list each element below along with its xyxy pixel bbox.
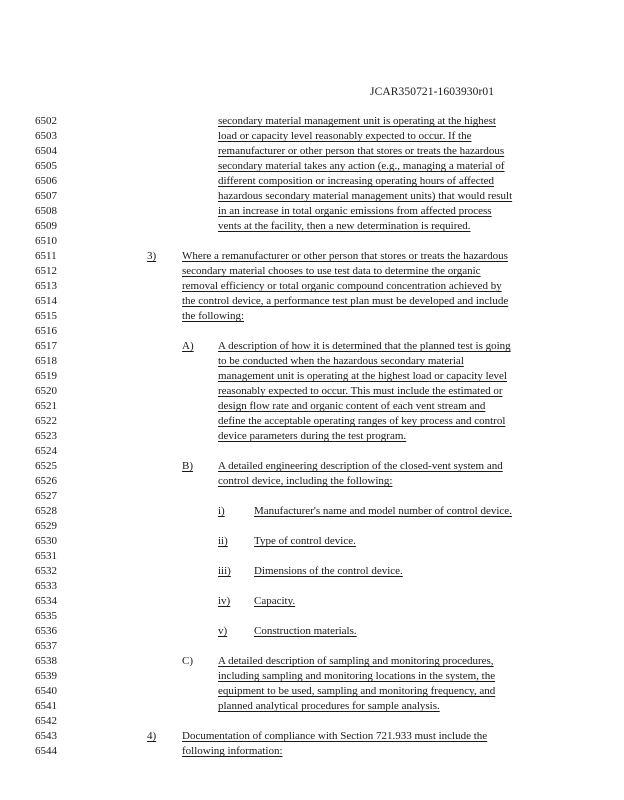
line-number: 6516 [35,325,57,337]
line-number: 6539 [35,670,57,682]
sub-item-text: Construction materials. [254,625,357,637]
line-number: 6517 [35,340,57,352]
text-line: remanufacturer or other person that stores or treats the hazardous [218,145,505,157]
text-line: design flow rate and organic content of each vent stream and [218,400,486,412]
line-number: 6542 [35,715,57,727]
text-line: to be conducted when the hazardous secondary material [218,355,464,367]
text-line: A detailed description of sampling and monitoring procedures, [218,655,494,667]
line-number: 6529 [35,520,57,532]
line-number: 6537 [35,640,57,652]
sub-item-text: Dimensions of the control device. [254,565,403,577]
line-number: 6514 [35,295,57,307]
sub-item-marker: v) [218,625,228,637]
sub-item-marker: iii) [218,565,231,577]
text-line: in an increase in total organic emissions from affected process [218,205,492,217]
line-number: 6504 [35,145,57,157]
line-number: 6531 [35,550,57,562]
text-line: A detailed engineering description of the closed-vent system and [218,460,503,472]
line-number: 6518 [35,355,57,367]
line-number: 6530 [35,535,57,547]
sub-item-marker: iv) [218,595,231,607]
line-number: 6519 [35,370,57,382]
line-number: 6540 [35,685,57,697]
line-number: 6507 [35,190,57,202]
line-number: 6532 [35,565,57,577]
line-number: 6534 [35,595,57,607]
line-number: 6538 [35,655,57,667]
item-marker: 4) [147,730,157,742]
sub-item-marker: i) [218,505,225,517]
text-line: equipment to be used, sampling and monitoring frequency, and [218,685,496,697]
text-line: control device, including the following: [218,475,393,487]
line-number: 6520 [35,385,57,397]
text-line: secondary material takes any action (e.g., managing a material of [218,160,505,172]
text-line: following information: [182,745,283,757]
text-line: Documentation of compliance with Section 721.933 must include the [182,730,488,742]
sub-item-text: Type of control device. [254,535,356,547]
line-number: 6505 [35,160,57,172]
text-line: load or capacity level reasonably expected to occur. If the [218,130,472,142]
line-number: 6508 [35,205,57,217]
text-line: A description of how it is determined that the planned test is going [218,340,511,352]
line-number: 6526 [35,475,57,487]
line-number: 6522 [35,415,57,427]
text-line: hazardous secondary material management units) that would result [218,190,513,202]
item-marker: A) [182,340,194,352]
text-line: management unit is operating at the highest load or capacity level [218,370,507,382]
line-number: 6511 [35,250,57,262]
item-marker: C) [182,655,193,667]
text-line: different composition or increasing operating hours of affected [218,175,495,187]
line-number: 6512 [35,265,57,277]
document-id-header: JCAR350721-1603930r01 [370,86,495,98]
line-number: 6506 [35,175,57,187]
text-line: removal efficiency or total organic compound concentration achieved by [182,280,502,292]
line-number: 6510 [35,235,57,247]
line-number: 6535 [35,610,57,622]
text-line: vents at the facility, then a new determination is required. [218,220,471,232]
text-line: secondary material management unit is operating at the highest [218,115,496,127]
line-number: 6543 [35,730,57,742]
text-line: the following: [182,310,245,322]
line-number: 6536 [35,625,57,637]
sub-item-text: Capacity. [254,595,296,607]
line-number: 6524 [35,445,57,457]
text-line: device parameters during the test program. [218,430,407,442]
line-number: 6521 [35,400,57,412]
line-number: 6523 [35,430,57,442]
item-marker: 3) [147,250,157,262]
text-line: Where a remanufacturer or other person that stores or treats the hazardous [182,250,508,262]
line-number: 6533 [35,580,57,592]
text-line: the control device, a performance test plan must be developed and include [182,295,509,307]
text-line: reasonably expected to occur. This must include the estimated or [218,385,503,397]
line-number: 6515 [35,310,57,322]
line-number: 6527 [35,490,57,502]
line-number: 6528 [35,505,57,517]
line-number: 6513 [35,280,57,292]
text-line: planned analytical procedures for sample analysis. [218,700,440,712]
line-number: 6525 [35,460,57,472]
line-number: 6541 [35,700,57,712]
sub-item-marker: ii) [218,535,228,547]
text-line: including sampling and monitoring locations in the system, the [218,670,496,682]
line-number: 6502 [35,115,57,127]
sub-item-text: Manufacturer's name and model number of control device. [254,505,512,517]
text-line: define the acceptable operating ranges of key process and control [218,415,506,427]
line-number: 6544 [35,745,57,757]
line-number: 6509 [35,220,57,232]
line-number: 6503 [35,130,57,142]
text-line: secondary material chooses to use test data to determine the organic [182,265,481,277]
item-marker: B) [182,460,193,472]
